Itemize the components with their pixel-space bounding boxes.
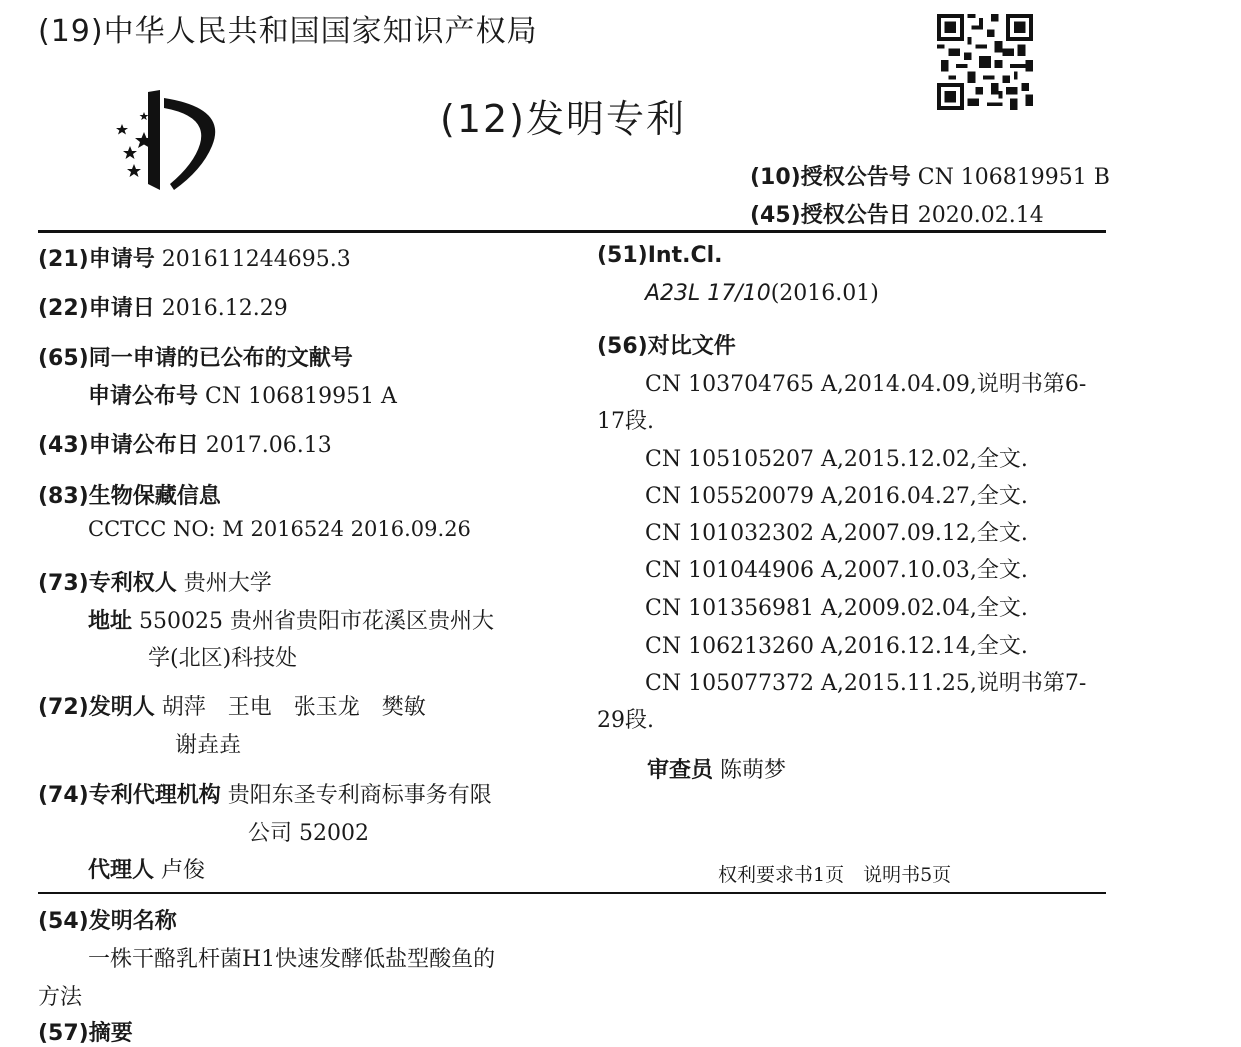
- bio-deposit-label: (83)生物保藏信息: [38, 484, 221, 509]
- application-number-label: (21)申请号: [38, 247, 155, 272]
- address-line-2: 学(北区)科技处: [148, 646, 298, 671]
- inventors-row: [38, 690, 426, 721]
- office-name: (19)中华人民共和国国家知识产权局: [38, 14, 538, 49]
- agency-label: (74)专利代理机构: [38, 783, 221, 808]
- reference-item: CN 105077372 A,2015.11.25,说明书第7-: [645, 671, 1087, 696]
- reference-item: CN 101044906 A,2007.10.03,全文.: [645, 558, 1028, 583]
- address-row: [88, 604, 494, 635]
- invention-title-label: (54)发明名称: [38, 909, 177, 934]
- reference-item: CN 105105207 A,2015.12.02,全文.: [645, 447, 1028, 472]
- grant-date: 2020.02.14: [917, 203, 1044, 228]
- invention-title-line-2: 方法: [38, 985, 83, 1010]
- reference-item: CN 103704765 A,2014.04.09,说明书第6-: [645, 372, 1087, 397]
- reference-item: 29段.: [597, 708, 654, 733]
- int-cl-code: A23L 17/10: [645, 281, 771, 306]
- publication-date-label: (43)申请公布日: [38, 433, 199, 458]
- publication-number: CN 106819951 A: [205, 384, 397, 409]
- patentee: 贵州大学: [183, 571, 272, 596]
- published-doc-label: (65)同一申请的已公布的文献号: [38, 346, 353, 371]
- abstract-label: (57)摘要: [38, 1021, 133, 1046]
- grant-number: CN 106819951 B: [917, 165, 1110, 190]
- address-line-1: 550025 贵州省贵阳市花溪区贵州大: [139, 609, 494, 634]
- publication-date: 2017.06.13: [205, 433, 332, 458]
- grant-date-label: (45)授权公告日: [750, 203, 911, 228]
- grant-number-label: (10)授权公告号: [750, 165, 911, 190]
- inventors-label: (72)发明人: [38, 695, 155, 720]
- int-cl-version: (2016.01): [770, 281, 879, 306]
- agent-label: 代理人: [88, 858, 155, 883]
- int-cl-row: [645, 281, 879, 306]
- cnipa-emblem-icon: [100, 84, 240, 196]
- reference-item: CN 101032302 A,2007.09.12,全文.: [645, 521, 1028, 546]
- reference-item: CN 106213260 A,2016.12.14,全文.: [645, 634, 1028, 659]
- examiner-label: 审查员: [647, 758, 714, 783]
- application-number: 201611244695.3: [161, 247, 351, 272]
- inventors-line-2: 谢垚垚: [175, 733, 242, 758]
- document-type: (12)发明专利: [440, 97, 687, 141]
- publication-number-row: [88, 379, 397, 410]
- agent: 卢俊: [161, 858, 206, 883]
- grant-date-row: [750, 198, 1044, 229]
- agency-line-2: 公司 52002: [248, 821, 369, 846]
- application-date: 2016.12.29: [161, 296, 288, 321]
- publication-number-label: 申请公布号: [88, 384, 199, 409]
- agency-line-1: 贵阳东圣专利商标事务有限: [227, 783, 492, 808]
- publication-date-row: [38, 428, 332, 459]
- inventors-line-1: 胡萍 王电 张玉龙 樊敏: [161, 695, 426, 720]
- int-cl-label: (51)Int.Cl.: [597, 243, 723, 268]
- examiner-row: [647, 753, 786, 784]
- agent-row: [88, 853, 205, 884]
- reference-item: CN 105520079 A,2016.04.27,全文.: [645, 484, 1028, 509]
- agency-row: [38, 778, 492, 809]
- reference-item: CN 101356981 A,2009.02.04,全文.: [645, 596, 1028, 621]
- examiner: 陈萌梦: [720, 758, 787, 783]
- bio-deposit-value: CCTCC NO: M 2016524 2016.09.26: [88, 517, 471, 541]
- references-label: (56)对比文件: [597, 334, 736, 359]
- application-date-label: (22)申请日: [38, 296, 155, 321]
- header-divider: [38, 230, 1106, 233]
- address-label: 地址: [88, 609, 133, 634]
- application-date-row: [38, 291, 288, 322]
- application-number-row: [38, 242, 351, 273]
- page-count: 权利要求书1页 说明书5页: [718, 864, 952, 886]
- qr-code-icon: [937, 14, 1033, 110]
- grant-number-row: [750, 160, 1110, 191]
- section-divider: [38, 892, 1106, 894]
- patentee-label: (73)专利权人: [38, 571, 177, 596]
- invention-title-line-1: 一株干酪乳杆菌H1快速发酵低盐型酸鱼的: [88, 947, 496, 972]
- patentee-row: [38, 566, 272, 597]
- reference-item: 17段.: [597, 409, 654, 434]
